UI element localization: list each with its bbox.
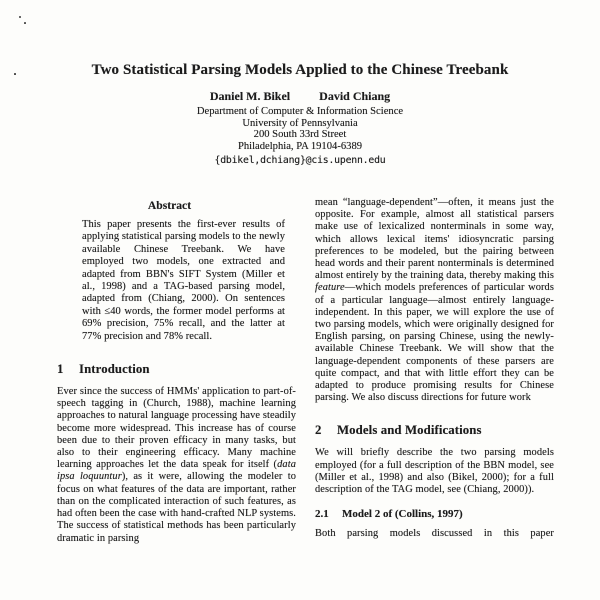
section-1-heading xyxy=(57,362,296,377)
text-run: Ever since the success of HMMs' application to part-of-speech tagging in (Church, 1988), machine learning approaches to natural language processing have steadily become more widespread. This increase has of course been due to their proven efficacy in many tasks, but also to their engineering efficacy. Many machine learning approaches let the data speak for itself ( xyxy=(57,386,296,471)
two-column-body xyxy=(57,197,554,600)
author-name-2: David Chiang xyxy=(319,89,391,103)
section-2-paragraph: We will briefly describe the two parsing models employed (for a full description of the BBN model, see (Miller et al., 1998) and also (Bikel, 2000); for a full description of the TAG model, see (Chiang, 2000)). xyxy=(315,447,554,496)
text-run: —which models preferences of particular words of a particular language—almost entirely language-independent. In this paper, we will explore the use of two parsing models, which were originally designed for English parsing, on parsing Chinese, using the newly-available Chinese Treebank. We will show that the language-dependent components of these parsers are quite compact, and that with little effort they can be adapted to produce promising results for Chinese parsing. We also discuss directions for future work xyxy=(315,282,554,404)
abstract-heading: Abstract xyxy=(147,199,192,212)
affiliation-university: University of Pennsylvania xyxy=(242,117,358,129)
affiliation-street: 200 South 33rd Street xyxy=(253,129,347,140)
left-column xyxy=(57,197,296,600)
continuation-paragraph xyxy=(315,197,554,404)
section-2-1-paragraph: Both parsing models discussed in this paper xyxy=(315,528,554,540)
section-title: Models and Modifications xyxy=(337,423,482,438)
abstract-text: This paper presents the first-ever results of applying statistical parsing models to the newly available Chinese Treebank. We have employed two models, one extracted and adapted from BBN's SIFT System (Miller et al., 1998) and a TAG-based parsing model, adapted from (Chiang, 2000). On sentences with ≤40 words, the former model performs at 69% precision, 75% recall, and the latter at 77% precision and 78% recall. xyxy=(82,219,285,342)
section-2-1-heading xyxy=(315,508,554,520)
affiliation-department: Department of Computer & Information Science xyxy=(196,106,404,117)
text-run: ), as it were, allowing the modeler to focus on what features of the data are important, rather than on the complicated interaction of such features, as had often been the case with hand-crafted NLP systems. The success of statistical methods has been particularly dramatic in parsing xyxy=(57,471,296,544)
italic-text-run: data ipsa loquuntur xyxy=(57,459,296,483)
section-2-heading xyxy=(315,423,554,438)
section-1-paragraph xyxy=(57,386,296,545)
paper-header xyxy=(0,62,600,166)
section-title: Introduction xyxy=(79,362,150,377)
email-line: {dbikel,dchiang}@cis.upenn.edu xyxy=(214,155,386,166)
author-name-1: Daniel M. Bikel xyxy=(209,89,291,103)
paper-title: Two Statistical Parsing Models Applied to the Chinese Treebank xyxy=(91,62,509,78)
text-run: mean “language-dependent”—often, it means just the opposite. For example, almost all statistical parsers make use of lexicalized nonterminals in some way, which allows lexical items' idiosyncratic parsing preferences to be modeled, but the pairing between head words and their parent nonterminals is determined almost entirely by the training data, thereby making this xyxy=(315,197,554,282)
subsection-number: 2.1 xyxy=(315,508,329,521)
author-line xyxy=(0,89,600,104)
italic-text-run: feature xyxy=(315,282,345,294)
section-number: 2 xyxy=(315,423,322,438)
affiliation-city: Philadelphia, PA 19104-6389 xyxy=(237,140,363,152)
scan-speck xyxy=(24,22,26,24)
subsection-title: Model 2 of (Collins, 1997) xyxy=(342,508,463,521)
abstract-block xyxy=(57,199,296,343)
scan-speck xyxy=(19,16,21,18)
right-column xyxy=(315,197,554,600)
section-number: 1 xyxy=(57,362,64,377)
